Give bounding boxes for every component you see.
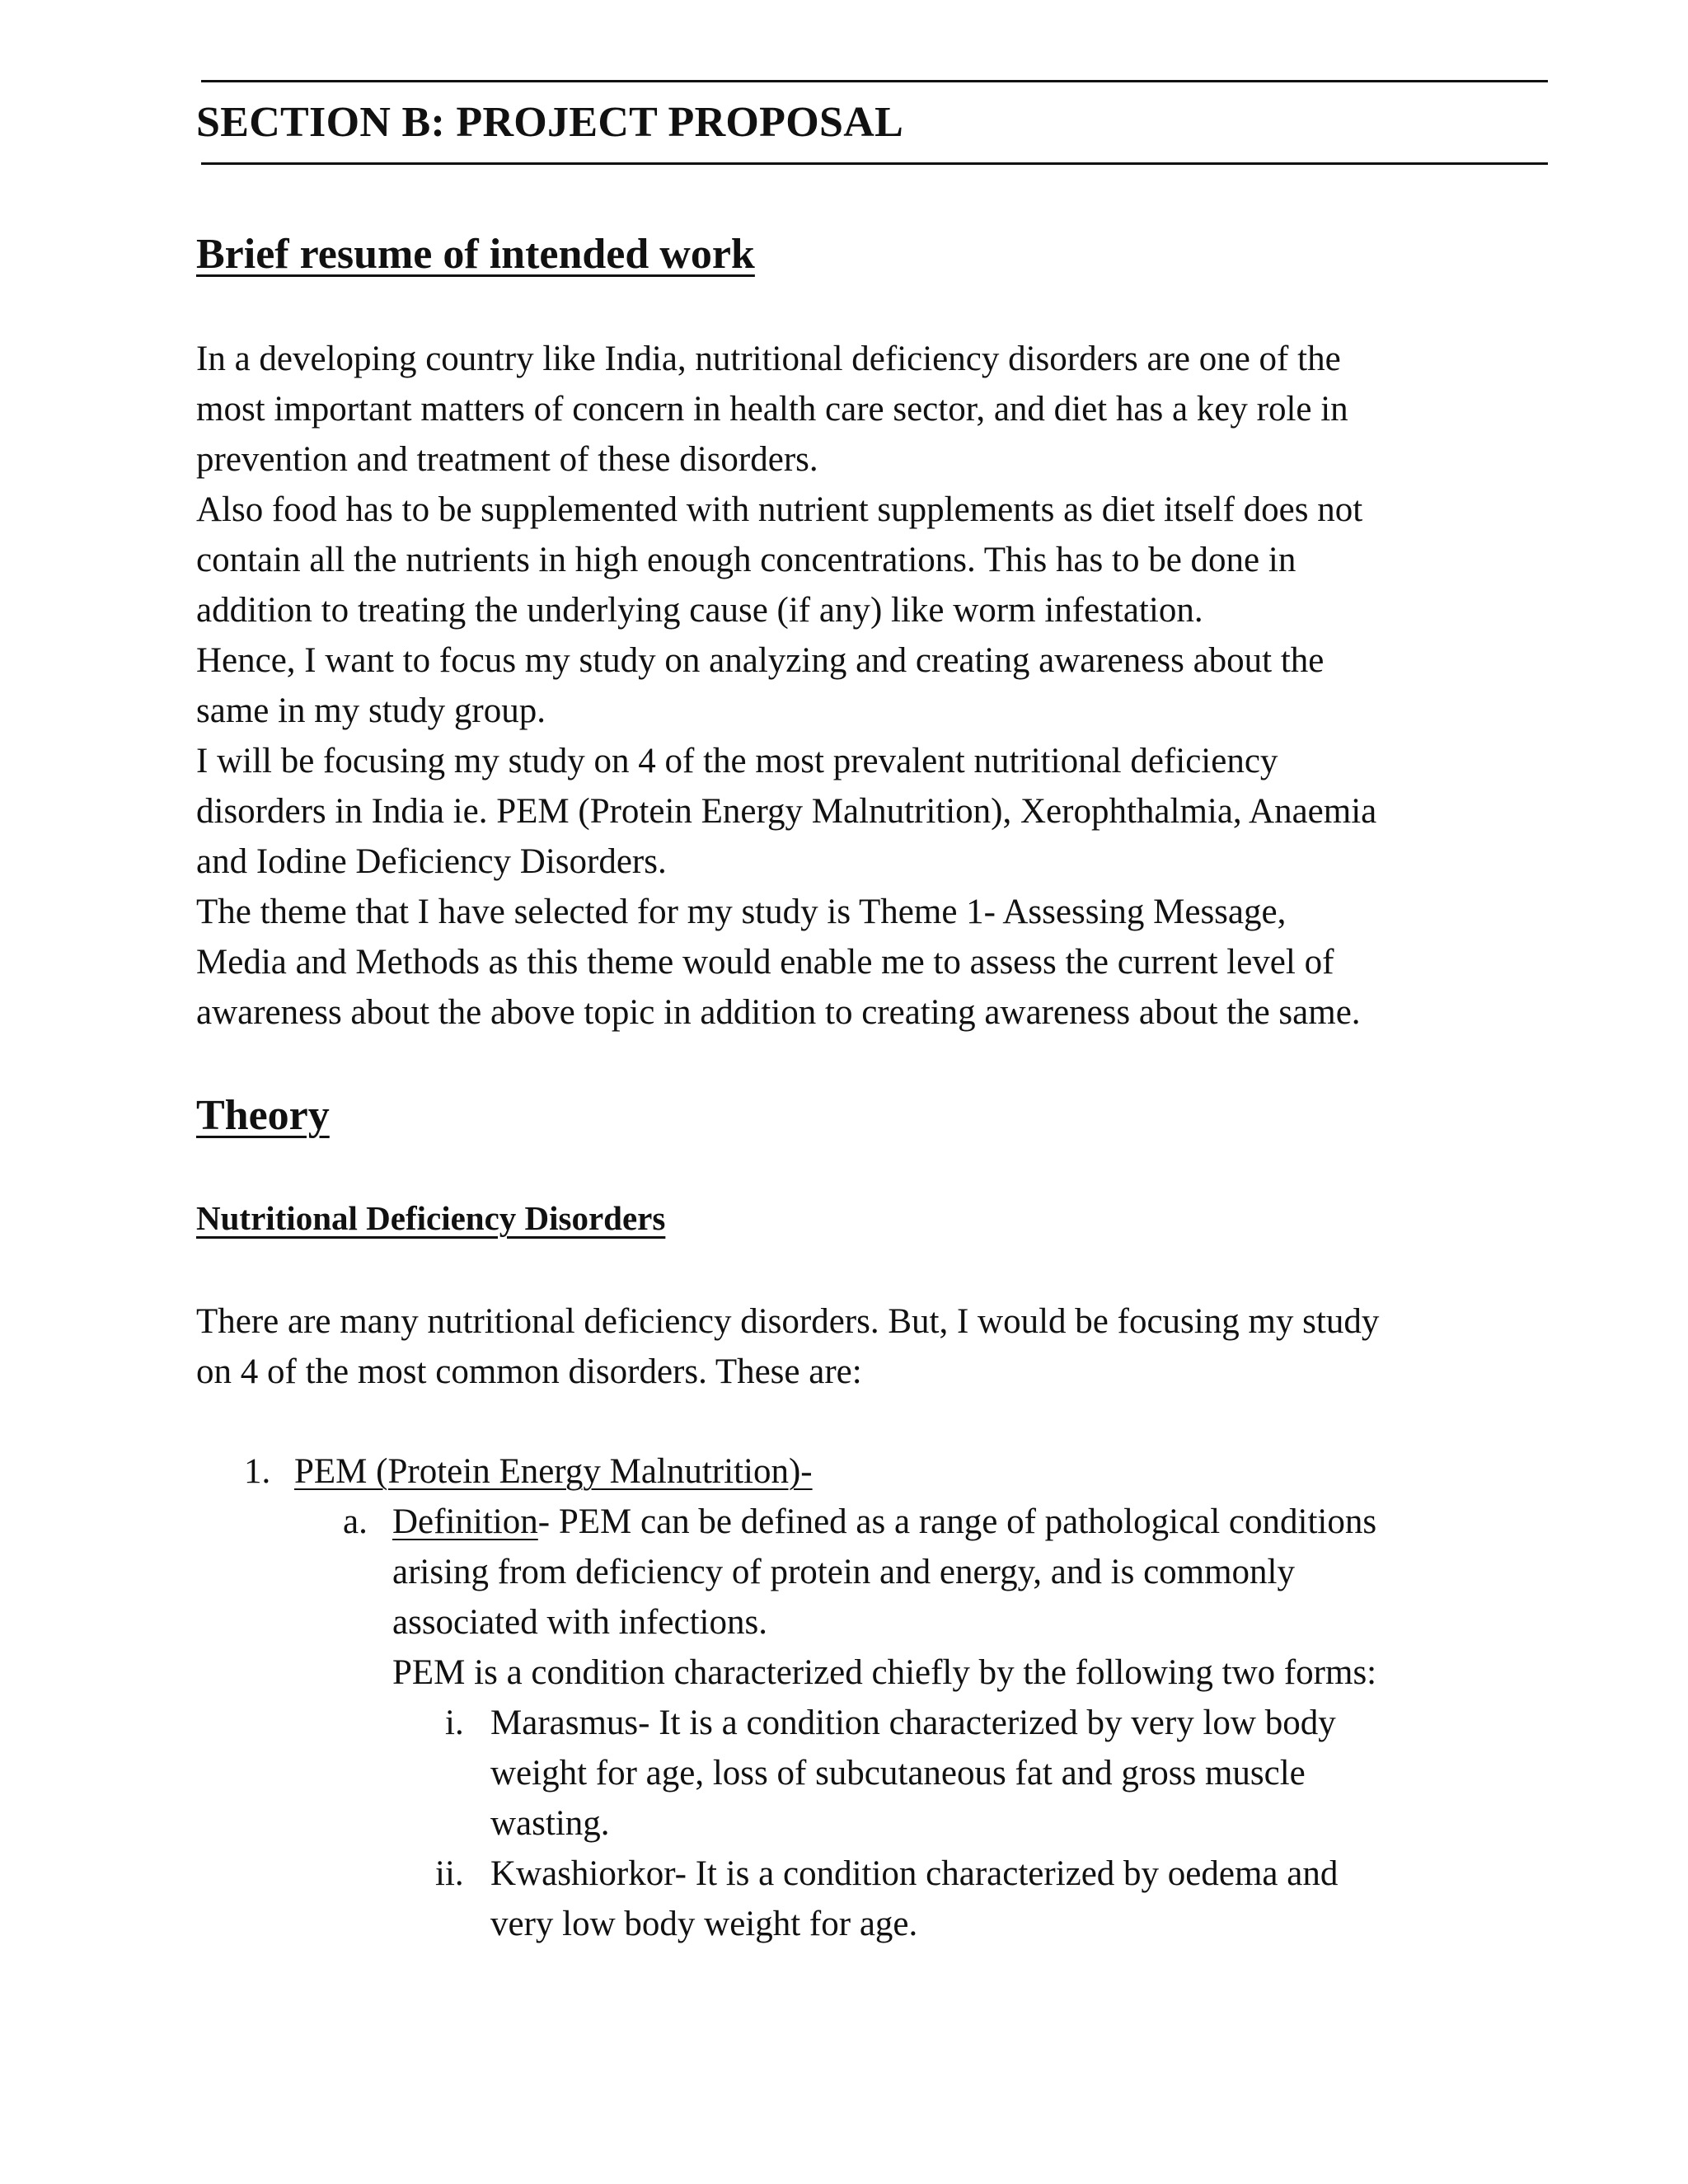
text-line: addition to treating the underlying cause (if any) like worm infestation. bbox=[196, 591, 1203, 630]
text-line: I will be focusing my study on 4 of the most prevalent nutritional deficiency bbox=[196, 742, 1278, 780]
section-title: SECTION B: PROJECT PROPOSAL bbox=[196, 99, 904, 146]
marasmus-text-line: weight for age, loss of subcutaneous fat and gross muscle bbox=[490, 1754, 1306, 1793]
definition-text: - PEM can be defined as a range of pathological conditions bbox=[537, 1502, 1377, 1541]
kwashiorkor-text-line: Kwashiorkor- It is a condition characterized by oedema and bbox=[490, 1854, 1339, 1893]
theory-heading: Theory bbox=[196, 1092, 330, 1139]
nutritional-deficiency-subheading: Nutritional Deficiency Disorders bbox=[196, 1199, 666, 1237]
text-line: prevention and treatment of these disorders. bbox=[196, 440, 818, 479]
text-line: Hence, I want to focus my study on analyzing and creating awareness about the bbox=[196, 641, 1325, 680]
theory-intro-paragraph bbox=[196, 1296, 1548, 1397]
marasmus-text-line: Marasmus- It is a condition characterized by very low body bbox=[490, 1704, 1336, 1742]
text-line: contain all the nutrients in high enough concentrations. This has to be done in bbox=[196, 541, 1296, 579]
text-line: and Iodine Deficiency Disorders. bbox=[196, 842, 667, 881]
text-line: Media and Methods as this theme would enable me to assess the current level of bbox=[196, 943, 1334, 982]
text-line: on 4 of the most common disorders. These are: bbox=[196, 1352, 862, 1391]
text-line: disorders in India ie. PEM (Protein Energy Malnutrition), Xerophthalmia, Anaemia bbox=[196, 792, 1377, 831]
pem-item-title: PEM (Protein Energy Malnutrition)- bbox=[294, 1452, 813, 1491]
list-marker-ii: ii. bbox=[435, 1854, 464, 1893]
top-rule bbox=[201, 80, 1548, 82]
list-marker-i: i. bbox=[445, 1704, 464, 1742]
text-line: same in my study group. bbox=[196, 691, 546, 730]
text-line: Also food has to be supplemented with nutrient supplements as diet itself does not bbox=[196, 490, 1363, 529]
bottom-rule bbox=[201, 162, 1548, 165]
brief-resume-paragraph bbox=[196, 334, 1548, 1038]
text-line: There are many nutritional deficiency disorders. But, I would be focusing my study bbox=[196, 1302, 1380, 1341]
marasmus-text-line: wasting. bbox=[490, 1804, 610, 1843]
text-line: most important matters of concern in health care sector, and diet has a key role in bbox=[196, 390, 1348, 429]
definition-term: Definition bbox=[392, 1502, 538, 1541]
brief-resume-heading: Brief resume of intended work bbox=[196, 231, 755, 278]
definition-text-line: PEM is a condition characterized chiefly by the following two forms: bbox=[392, 1653, 1377, 1692]
text-line: The theme that I have selected for my study is Theme 1- Assessing Message, bbox=[196, 893, 1287, 931]
definition-line bbox=[392, 1497, 1376, 1547]
text-line: awareness about the above topic in addition to creating awareness about the same. bbox=[196, 993, 1361, 1032]
list-marker-1: 1. bbox=[244, 1452, 271, 1491]
text-line: In a developing country like India, nutritional deficiency disorders are one of the bbox=[196, 340, 1341, 378]
definition-text-line: arising from deficiency of protein and energy, and is commonly bbox=[392, 1553, 1295, 1591]
kwashiorkor-text-line: very low body weight for age. bbox=[490, 1905, 918, 1943]
list-marker-a: a. bbox=[343, 1502, 368, 1541]
definition-text-line: associated with infections. bbox=[392, 1603, 767, 1642]
